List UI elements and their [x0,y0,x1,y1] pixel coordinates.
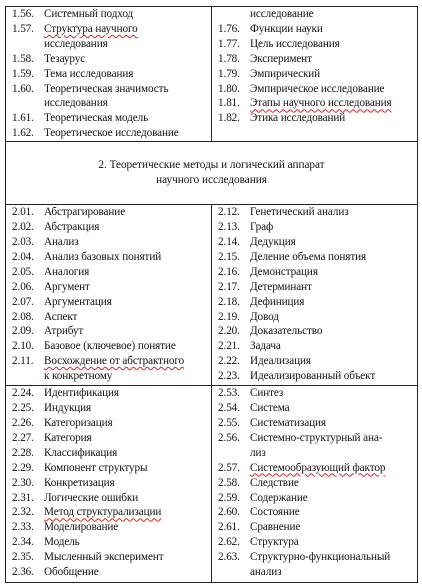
term-label: Цель исследования [250,37,340,50]
term-label: Состояние [250,506,300,519]
term-label: Анализ [44,235,79,248]
term-label: Дефиниция [250,295,305,308]
term-number: 2.34. [12,536,34,549]
term-label: Содержание [250,491,308,504]
list-item [218,446,417,461]
terms-table [5,6,418,583]
list-item [12,476,211,491]
term-label: Систематизация [250,416,326,429]
term-number: 1.82. [218,112,240,125]
list-item [218,416,417,431]
term-number: 2.36. [12,566,34,579]
term-label: Идентификация [44,387,119,400]
term-label: Системообразующий фактор [250,461,386,474]
term-number: 1.60. [12,82,34,95]
term-label: анализ [250,566,282,579]
term-label: Конкретизация [44,476,115,489]
terms-column-left [6,7,212,142]
term-number: 1.81. [218,97,240,110]
term-number: 2.24. [12,387,34,400]
term-label: Базовое (ключевое) понятие [44,340,176,353]
term-label: Структура научного [44,22,138,35]
term-label: Идеализированный объект [250,370,376,383]
list-item [218,535,417,550]
term-number: 2.13. [218,221,240,234]
term-label: Эмпирическое исследование [250,82,385,95]
list-item [12,250,211,265]
list-item [12,22,211,37]
term-label: Анализ базовых понятий [44,250,162,263]
term-label: Синтез [250,387,284,400]
list-item [12,126,211,141]
term-number: 2.60. [218,506,240,519]
list-item [12,565,211,580]
list-item [12,67,211,82]
list-item [218,310,417,325]
term-label: Задача [250,340,281,353]
list-item [218,324,417,339]
term-number: 2.26. [12,416,34,429]
list-item [12,491,211,506]
term-label: Индукция [44,402,92,415]
list-item [218,339,417,354]
term-label: Аргументация [44,295,112,308]
term-number: 2.11. [12,355,34,368]
list-item [218,476,417,491]
list-item [218,37,417,52]
term-number: 2.31. [12,491,34,504]
list-item [12,431,211,446]
list-item [12,235,211,250]
term-number: 2.27. [12,431,34,444]
term-label: Тема исследования [44,67,134,80]
list-item [12,324,211,339]
term-number: 2.09. [12,325,34,338]
list-item [218,250,417,265]
list-item [218,491,417,506]
term-number: 2.33. [12,521,34,534]
term-number: 1.57. [12,22,34,35]
list-item [218,369,417,384]
list-item [218,52,417,67]
term-label: Атрибут [44,325,84,338]
term-label: Дедукция [250,235,296,248]
term-label: Следствие [250,476,299,489]
term-label: Доказательство [250,325,323,338]
list-item [12,96,211,111]
term-label: Теоретическое исследование [44,127,179,140]
term-label: Системно-структурный ана- [250,431,383,444]
list-item [12,550,211,565]
term-label: исследования [44,37,108,50]
term-label: Теоретическая значимость [44,82,169,95]
term-label: Демонстрация [250,265,318,278]
list-item [12,111,211,126]
list-item [218,67,417,82]
term-label: Система [250,402,290,415]
term-number: 2.30. [12,476,34,489]
term-label: Обобщение [44,566,99,579]
list-item [12,354,211,369]
list-item [12,310,211,325]
term-number: 2.54. [218,402,240,415]
list-item [12,82,211,97]
list-item [218,520,417,535]
term-number: 2.59. [218,491,240,504]
term-number: 2.04. [12,250,34,263]
terms-column-right [212,386,418,583]
list-item [218,205,417,220]
term-label: Деление объема понятия [250,250,367,263]
list-item [12,535,211,550]
term-number: 2.08. [12,310,34,323]
section-header-row [6,142,418,205]
term-number: 1.76. [218,22,240,35]
term-label: Эмпирический [250,67,321,80]
list-item [218,550,417,565]
term-number: 2.29. [12,461,34,474]
table-row [6,386,418,583]
list-item [218,22,417,37]
term-label: исследование [250,8,314,20]
list-item [218,565,417,580]
term-number: 2.61. [218,521,240,534]
term-label: лиз [250,446,266,459]
list-item [12,280,211,295]
terms-column-left [6,205,212,386]
term-number: 2.17. [218,280,240,293]
term-label: Этапы научного исследования [250,97,392,110]
term-number: 1.79. [218,67,240,80]
term-number: 1.78. [218,52,240,65]
list-item [218,82,417,97]
term-number: 2.21. [218,340,240,353]
terms-column-left [6,386,212,583]
term-number: 2.07. [12,295,34,308]
term-label: Этика исследований [250,112,346,125]
term-label: Логические ошибки [44,491,139,504]
term-number: 2.53. [218,387,240,400]
term-number: 1.58. [12,52,34,65]
term-label: Абстрагирование [44,206,126,219]
list-item [12,265,211,280]
term-label: к конкретному [44,370,113,383]
list-item [218,401,417,416]
term-label: Аспект [44,310,78,323]
term-number: 2.25. [12,402,34,415]
term-number: 2.14. [218,235,240,248]
term-number: 2.28. [12,446,34,459]
list-item [12,37,211,52]
list-item [218,461,417,476]
section-title-line-2: научного исследования [156,174,267,187]
list-item [218,265,417,280]
term-label: Эксперимент [250,52,312,65]
term-label: Восхождение от абстрактного [44,355,185,368]
term-label: Теоретическая модель [44,112,149,125]
term-number: 2.23. [218,370,240,383]
term-number: 2.12. [218,206,240,219]
term-label: Метод структурализации [44,506,162,519]
term-label: Генетический анализ [250,206,349,219]
term-label: Структура [250,536,299,549]
list-item [12,505,211,520]
list-item [12,461,211,476]
term-label: исследования [44,97,108,110]
term-number: 1.77. [218,37,240,50]
table-row [6,7,418,142]
term-number: 2.63. [218,551,240,564]
term-label: Моделирование [44,521,119,534]
list-item [218,280,417,295]
term-number: 2.02. [12,221,34,234]
list-item [12,401,211,416]
list-item [218,505,417,520]
term-number: 2.03. [12,235,34,248]
list-item [12,52,211,67]
list-item [12,369,211,384]
list-item [218,96,417,111]
list-item [218,7,417,22]
term-number: 2.35. [12,551,34,564]
term-number: 2.62. [218,536,240,549]
list-item [12,339,211,354]
term-number: 2.10. [12,340,34,353]
term-number: 2.56. [218,431,240,444]
term-number: 2.55. [218,416,240,429]
terms-column-right [212,7,418,142]
term-number: 2.58. [218,476,240,489]
term-number: 1.62. [12,127,34,140]
term-label: Классификация [44,446,118,459]
list-item [12,295,211,310]
list-item [218,220,417,235]
list-item [218,235,417,250]
list-item [218,354,417,369]
term-number: 1.80. [218,82,240,95]
term-label: Мысленный эксперимент [44,551,164,564]
list-item [12,386,211,401]
list-item [12,205,211,220]
term-number: 1.61. [12,112,34,125]
term-number: 2.32. [12,506,34,519]
list-item [12,416,211,431]
term-label: Граф [250,221,274,234]
section-title-cell [6,142,418,205]
term-label: Довод [250,310,279,323]
term-number: 2.05. [12,265,34,278]
table-row [6,205,418,386]
list-item [218,431,417,446]
term-number: 1.56. [12,8,34,20]
term-number: 2.15. [218,250,240,263]
term-number: 1.59. [12,67,34,80]
list-item [12,520,211,535]
term-label: Идеализация [250,355,311,368]
term-label: Структурно-функциональный [250,551,391,564]
list-item [12,446,211,461]
term-number: 2.06. [12,280,34,293]
list-item [12,7,211,22]
list-item [218,295,417,310]
document-page [5,6,417,580]
term-number: 2.19. [218,310,240,323]
term-label: Сравнение [250,521,301,534]
term-label: Аналогия [44,265,90,278]
section-title-line-1: 2. Теоретические методы и логический аппарат [98,159,325,172]
term-label: Абстракция [44,221,100,234]
term-number: 2.16. [218,265,240,278]
term-label: Категоризация [44,416,113,429]
term-label: Функции науки [250,22,323,35]
term-number: 2.20. [218,325,240,338]
list-item [218,111,417,126]
term-number: 2.22. [218,355,240,368]
term-label: Компонент структуры [44,461,148,474]
term-label: Категория [44,431,92,444]
list-item [12,220,211,235]
term-label: Системный подход [44,8,134,20]
terms-column-right [212,205,418,386]
term-number: 2.57. [218,461,240,474]
term-label: Детерминант [250,280,312,293]
term-number: 2.18. [218,295,240,308]
list-item [218,386,417,401]
term-label: Тезаурус [44,52,86,65]
term-label: Аргумент [44,280,90,293]
term-label: Модель [44,536,80,549]
term-number: 2.01. [12,206,34,219]
